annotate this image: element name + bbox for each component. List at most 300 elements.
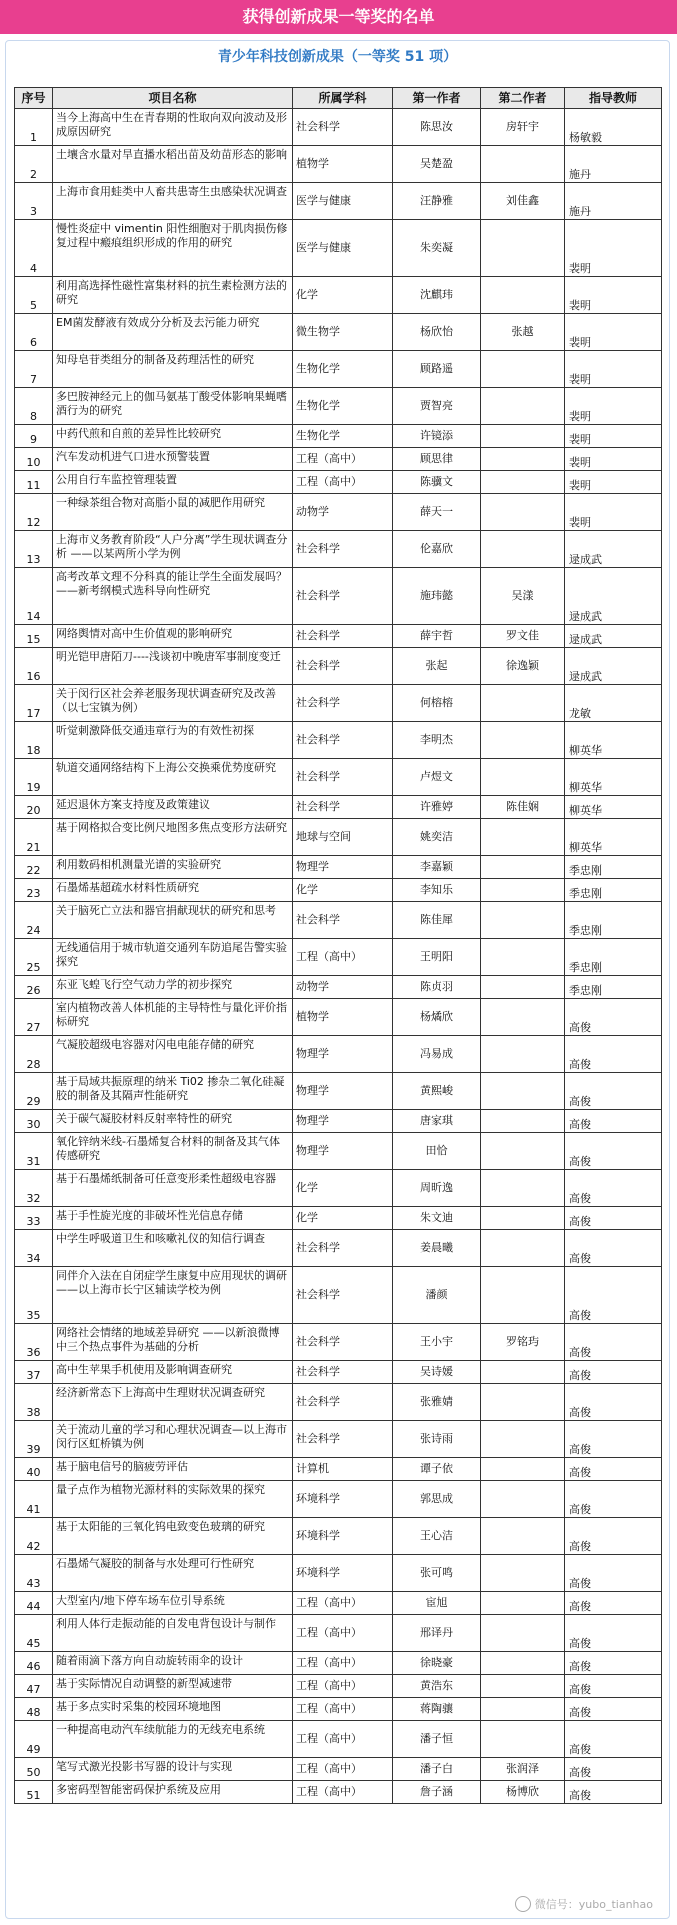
cell-author2 [481,939,565,976]
table-row [15,183,662,220]
table-row [15,1458,662,1481]
cell-author2 [481,1615,565,1652]
cell-name: 高中生苹果手机使用及影响调查研究 [53,1361,293,1384]
cell-no: 5 [15,277,53,314]
cell-no: 33 [15,1207,53,1230]
cell-author1: 顾路遥 [393,351,481,388]
cell-no: 16 [15,648,53,685]
cell-advisor: 季忠刚 [565,856,662,879]
cell-author1: 薛宇哲 [393,625,481,648]
cell-advisor: 高俊 [565,1592,662,1615]
cell-category: 动物学 [293,494,393,531]
table-row [15,722,662,759]
cell-category: 社会科学 [293,1361,393,1384]
cell-category: 社会科学 [293,759,393,796]
cell-category: 植物学 [293,146,393,183]
cell-name: 东亚飞蝗飞行空气动力学的初步探究 [53,976,293,999]
cell-author2 [481,1384,565,1421]
cell-category: 工程（高中） [293,448,393,471]
cell-category: 社会科学 [293,722,393,759]
cell-no: 36 [15,1324,53,1361]
cell-no: 11 [15,471,53,494]
cell-name: 基于太阳能的三氧化钨电致变色玻璃的研究 [53,1518,293,1555]
cell-author1: 张诗雨 [393,1421,481,1458]
cell-author1: 周昕逸 [393,1170,481,1207]
cell-advisor: 裴明 [565,351,662,388]
cell-advisor: 施丹 [565,146,662,183]
cell-name: 基于脑电信号的脑疲劳评估 [53,1458,293,1481]
table-row [15,277,662,314]
cell-advisor: 高俊 [565,999,662,1036]
cell-author1: 姜晨曦 [393,1230,481,1267]
cell-name: 土壤含水量对旱直播水稻出苗及幼苗形态的影响 [53,146,293,183]
col-header-category: 所属学科 [293,88,393,109]
cell-advisor: 裴明 [565,220,662,277]
cell-category: 化学 [293,879,393,902]
cell-author2: 张越 [481,314,565,351]
cell-author2 [481,999,565,1036]
cell-name: 一种提高电动汽车续航能力的无线充电系统 [53,1721,293,1758]
cell-author1: 吴诗媛 [393,1361,481,1384]
table-row [15,759,662,796]
cell-no: 40 [15,1458,53,1481]
cell-category: 社会科学 [293,648,393,685]
cell-advisor: 高俊 [565,1458,662,1481]
table-row [15,1698,662,1721]
cell-category: 社会科学 [293,1421,393,1458]
table-row [15,976,662,999]
table-row [15,448,662,471]
cell-category: 动物学 [293,976,393,999]
cell-category: 社会科学 [293,1384,393,1421]
cell-category: 工程（高中） [293,1615,393,1652]
cell-advisor: 裴明 [565,277,662,314]
cell-advisor: 裴明 [565,448,662,471]
cell-author2 [481,1518,565,1555]
cell-name: 基于局域共振原理的纳米 Ti02 掺杂二氧化硅凝胶的制备及其隔声性能研究 [53,1073,293,1110]
table-row [15,531,662,568]
cell-advisor: 逯成武 [565,568,662,625]
cell-name: 上海市食用蛙类中人畜共患寄生虫感染状况调查 [53,183,293,220]
cell-advisor: 高俊 [565,1721,662,1758]
cell-author1: 贾智亮 [393,388,481,425]
table-body [15,109,662,1804]
cell-name: 随着雨滴下落方向自动旋转雨伞的设计 [53,1652,293,1675]
cell-name: 网络社会情绪的地域差异研究 ——以新浪微博中三个热点事件为基础的分析 [53,1324,293,1361]
cell-advisor: 高俊 [565,1073,662,1110]
table-row [15,314,662,351]
col-header-author2: 第二作者 [481,88,565,109]
cell-category: 工程（高中） [293,939,393,976]
cell-category: 社会科学 [293,109,393,146]
cell-author1: 李明杰 [393,722,481,759]
cell-author1: 李知乐 [393,879,481,902]
table-row [15,1133,662,1170]
cell-name: 一种绿茶组合物对高脂小鼠的减肥作用研究 [53,494,293,531]
cell-no: 8 [15,388,53,425]
cell-no: 49 [15,1721,53,1758]
cell-no: 27 [15,999,53,1036]
cell-name: 上海市义务教育阶段“人户分离”学生现状调查分析 ——以某两所小学为例 [53,531,293,568]
table-row [15,1036,662,1073]
cell-category: 医学与健康 [293,183,393,220]
cell-category: 计算机 [293,1458,393,1481]
table-row [15,1675,662,1698]
cell-name: 基于石墨烯纸制备可任意变形柔性超级电容器 [53,1170,293,1207]
cell-no: 46 [15,1652,53,1675]
table-row [15,1481,662,1518]
cell-category: 医学与健康 [293,220,393,277]
cell-author2 [481,856,565,879]
cell-author1: 伦嘉欣 [393,531,481,568]
cell-category: 植物学 [293,999,393,1036]
cell-author1: 冯易成 [393,1036,481,1073]
cell-advisor: 高俊 [565,1361,662,1384]
cell-name: 基于多点实时采集的校园环境地图 [53,1698,293,1721]
cell-author2 [481,388,565,425]
cell-author2 [481,759,565,796]
table-row [15,939,662,976]
cell-advisor: 高俊 [565,1110,662,1133]
cell-no: 35 [15,1267,53,1324]
cell-category: 生物化学 [293,388,393,425]
cell-no: 22 [15,856,53,879]
table-row [15,1518,662,1555]
cell-name: 关于闵行区社会养老服务现状调查研究及改善（以七宝镇为例） [53,685,293,722]
cell-author1: 唐家琪 [393,1110,481,1133]
cell-author2 [481,685,565,722]
cell-author2 [481,471,565,494]
cell-name: 利用数码相机测量光谱的实验研究 [53,856,293,879]
cell-author1: 沈麒玮 [393,277,481,314]
cell-author1: 潘子白 [393,1758,481,1781]
table-row [15,1073,662,1110]
cell-name: 中学生呼吸道卫生和咳嗽礼仪的知信行调查 [53,1230,293,1267]
cell-no: 44 [15,1592,53,1615]
cell-name: 汽车发动机进气口进水预警装置 [53,448,293,471]
cell-author2 [481,1230,565,1267]
cell-advisor: 季忠刚 [565,902,662,939]
cell-author2 [481,494,565,531]
table-row [15,388,662,425]
cell-author2 [481,448,565,471]
cell-advisor: 逯成武 [565,531,662,568]
cell-category: 工程（高中） [293,471,393,494]
cell-no: 51 [15,1781,53,1804]
cell-author1: 陈思汝 [393,109,481,146]
cell-no: 1 [15,109,53,146]
table-row [15,1758,662,1781]
cell-advisor: 高俊 [565,1698,662,1721]
cell-no: 17 [15,685,53,722]
cell-no: 6 [15,314,53,351]
cell-advisor: 高俊 [565,1036,662,1073]
cell-author1: 朱奕凝 [393,220,481,277]
banner-title: 获得创新成果一等奖的名单 [242,7,435,26]
cell-author2 [481,1110,565,1133]
cell-author2 [481,722,565,759]
cell-name: 石墨烯气凝胶的制备与水处理可行性研究 [53,1555,293,1592]
cell-author1: 詹子涵 [393,1781,481,1804]
cell-advisor: 裴明 [565,494,662,531]
cell-advisor: 高俊 [565,1133,662,1170]
cell-author2 [481,902,565,939]
award-table [14,87,662,1804]
cell-advisor: 季忠刚 [565,976,662,999]
cell-author1: 李嘉颖 [393,856,481,879]
cell-no: 3 [15,183,53,220]
cell-name: 石墨烯基超疏水材料性质研究 [53,879,293,902]
cell-author2: 张润泽 [481,1758,565,1781]
cell-author2: 刘佳鑫 [481,183,565,220]
cell-author1: 王小宇 [393,1324,481,1361]
cell-author2 [481,1652,565,1675]
table-row [15,1615,662,1652]
col-header-no: 序号 [15,88,53,109]
cell-category: 社会科学 [293,1230,393,1267]
cell-author1: 姚奕洁 [393,819,481,856]
cell-name: 轨道交通网络结构下上海公交换乘优势度研究 [53,759,293,796]
cell-no: 28 [15,1036,53,1073]
cell-advisor: 裴明 [565,314,662,351]
cell-no: 48 [15,1698,53,1721]
cell-advisor: 逯成武 [565,625,662,648]
cell-category: 工程（高中） [293,1592,393,1615]
cell-author1: 陈骥文 [393,471,481,494]
cell-advisor: 高俊 [565,1675,662,1698]
cell-author1: 张起 [393,648,481,685]
table-row [15,568,662,625]
table-header-row [15,88,662,109]
cell-no: 47 [15,1675,53,1698]
cell-category: 化学 [293,1170,393,1207]
cell-author1: 田恰 [393,1133,481,1170]
cell-category: 环境科学 [293,1555,393,1592]
cell-advisor: 柳英华 [565,796,662,819]
cell-no: 10 [15,448,53,471]
cell-no: 26 [15,976,53,999]
cell-no: 30 [15,1110,53,1133]
cell-author2 [481,1170,565,1207]
cell-name: 慢性炎症中 vimentin 阳性细胞对于肌肉损伤修复过程中瘢痕组织形成的作用的研究 [53,220,293,277]
table-row [15,494,662,531]
cell-author1: 陈佳犀 [393,902,481,939]
cell-name: 多密码型智能密码保护系统及应用 [53,1781,293,1804]
cell-author1: 陈贞羽 [393,976,481,999]
cell-name: 关于脑死亡立法和器官捐献现状的研究和思考 [53,902,293,939]
cell-author2 [481,1207,565,1230]
cell-advisor: 高俊 [565,1230,662,1267]
cell-author1: 吴楚盈 [393,146,481,183]
table-row [15,1721,662,1758]
table-row [15,146,662,183]
cell-author1: 黄熙峻 [393,1073,481,1110]
cell-author2 [481,1592,565,1615]
cell-no: 42 [15,1518,53,1555]
cell-advisor: 季忠刚 [565,939,662,976]
cell-author1: 杨燏欣 [393,999,481,1036]
cell-category: 社会科学 [293,796,393,819]
cell-category: 物理学 [293,856,393,879]
cell-author1: 徐晓豪 [393,1652,481,1675]
cell-author1: 潘颜 [393,1267,481,1324]
cell-advisor: 高俊 [565,1421,662,1458]
cell-author2 [481,531,565,568]
cell-name: 利用人体行走振动能的自发电背包设计与制作 [53,1615,293,1652]
cell-author2: 房轩宇 [481,109,565,146]
cell-no: 34 [15,1230,53,1267]
cell-no: 45 [15,1615,53,1652]
cell-name: 网络舆情对高中生价值观的影响研究 [53,625,293,648]
cell-category: 化学 [293,1207,393,1230]
cell-advisor: 柳英华 [565,722,662,759]
table-row [15,625,662,648]
cell-category: 生物化学 [293,351,393,388]
cell-no: 18 [15,722,53,759]
cell-advisor: 杨敏毅 [565,109,662,146]
cell-name: 量子点作为植物光源材料的实际效果的探究 [53,1481,293,1518]
cell-author1: 谭子依 [393,1458,481,1481]
table-row [15,471,662,494]
cell-author1: 潘子恒 [393,1721,481,1758]
cell-advisor: 龙敏 [565,685,662,722]
cell-name: 同伴介入法在自闭症学生康复中应用现状的调研 ——以上海市长宁区辅读学校为例 [53,1267,293,1324]
cell-author2 [481,1458,565,1481]
cell-advisor: 高俊 [565,1555,662,1592]
cell-category: 社会科学 [293,902,393,939]
cell-no: 4 [15,220,53,277]
cell-name: 知母皂苷类组分的制备及药理活性的研究 [53,351,293,388]
cell-advisor: 柳英华 [565,759,662,796]
cell-author2 [481,351,565,388]
cell-name: 多巴胺神经元上的伽马氨基丁酸受体影响果蝇嗜酒行为的研究 [53,388,293,425]
cell-author1: 汪静雅 [393,183,481,220]
cell-category: 物理学 [293,1133,393,1170]
cell-author1: 顾思律 [393,448,481,471]
cell-author1: 何榕榕 [393,685,481,722]
cell-author2: 罗铭玙 [481,1324,565,1361]
cell-category: 社会科学 [293,625,393,648]
cell-name: 中药代煎和自煎的差异性比较研究 [53,425,293,448]
cell-author2 [481,277,565,314]
table-row [15,902,662,939]
cell-author2 [481,1481,565,1518]
table-row [15,819,662,856]
cell-author1: 王明阳 [393,939,481,976]
cell-category: 社会科学 [293,685,393,722]
cell-advisor: 高俊 [565,1652,662,1675]
table-row [15,220,662,277]
cell-category: 社会科学 [293,568,393,625]
cell-author1: 张可鸣 [393,1555,481,1592]
cell-name: 基于实际情况自动调整的新型减速带 [53,1675,293,1698]
cell-category: 物理学 [293,1110,393,1133]
cell-author1: 王心洁 [393,1518,481,1555]
table-row [15,796,662,819]
table-row [15,879,662,902]
cell-category: 工程（高中） [293,1675,393,1698]
cell-author2: 罗文佳 [481,625,565,648]
cell-name: 基于手性旋光度的非破坏性光信息存储 [53,1207,293,1230]
cell-category: 工程（高中） [293,1698,393,1721]
cell-name: 听觉刺激降低交通违章行为的有效性初探 [53,722,293,759]
cell-author2: 杨博欣 [481,1781,565,1804]
table-row [15,1384,662,1421]
cell-author2 [481,1267,565,1324]
cell-advisor: 高俊 [565,1518,662,1555]
table-row [15,1592,662,1615]
table-row [15,1324,662,1361]
cell-category: 工程（高中） [293,1781,393,1804]
cell-advisor: 裴明 [565,471,662,494]
cell-advisor: 季忠刚 [565,879,662,902]
table-row [15,1267,662,1324]
cell-name: 关于流动儿童的学习和心理状况调查—以上海市闵行区虹桥镇为例 [53,1421,293,1458]
cell-advisor: 高俊 [565,1324,662,1361]
cell-no: 20 [15,796,53,819]
cell-author2 [481,879,565,902]
cell-advisor: 高俊 [565,1267,662,1324]
cell-author1: 邢译丹 [393,1615,481,1652]
table-row [15,1230,662,1267]
cell-name: 利用高选择性磁性富集材料的抗生素检测方法的研究 [53,277,293,314]
cell-category: 环境科学 [293,1481,393,1518]
cell-category: 环境科学 [293,1518,393,1555]
cell-no: 43 [15,1555,53,1592]
cell-author1: 杨欣怡 [393,314,481,351]
table-row [15,856,662,879]
cell-no: 15 [15,625,53,648]
cell-author1: 许镜添 [393,425,481,448]
cell-author2 [481,1361,565,1384]
cell-no: 12 [15,494,53,531]
cell-no: 31 [15,1133,53,1170]
section-subtitle: 青少年科技创新成果（一等奖 51 项） [217,49,458,65]
table-row [15,1555,662,1592]
cell-no: 21 [15,819,53,856]
cell-name: 氧化锌纳米线-石墨烯复合材料的制备及其气体传感研究 [53,1133,293,1170]
cell-category: 社会科学 [293,531,393,568]
table-row [15,648,662,685]
table-row [15,1421,662,1458]
table-row [15,1207,662,1230]
cell-no: 29 [15,1073,53,1110]
cell-author1: 许雅婷 [393,796,481,819]
cell-advisor: 高俊 [565,1170,662,1207]
cell-advisor: 高俊 [565,1384,662,1421]
cell-no: 23 [15,879,53,902]
cell-name: 明光铠甲唐陌刀----浅谈初中晚唐军事制度变迁 [53,648,293,685]
cell-author1: 黄浩东 [393,1675,481,1698]
cell-name: 笔写式激光投影书写器的设计与实现 [53,1758,293,1781]
cell-author2 [481,1698,565,1721]
cell-author2 [481,1073,565,1110]
cell-author2 [481,1133,565,1170]
cell-advisor: 高俊 [565,1207,662,1230]
table-row [15,1110,662,1133]
cell-no: 32 [15,1170,53,1207]
cell-no: 13 [15,531,53,568]
cell-category: 物理学 [293,1036,393,1073]
cell-author1: 张雅婧 [393,1384,481,1421]
table-row [15,999,662,1036]
cell-advisor: 逯成武 [565,648,662,685]
cell-no: 37 [15,1361,53,1384]
cell-no: 24 [15,902,53,939]
cell-category: 地球与空间 [293,819,393,856]
cell-author2: 吴漾 [481,568,565,625]
col-header-name: 项目名称 [53,88,293,109]
